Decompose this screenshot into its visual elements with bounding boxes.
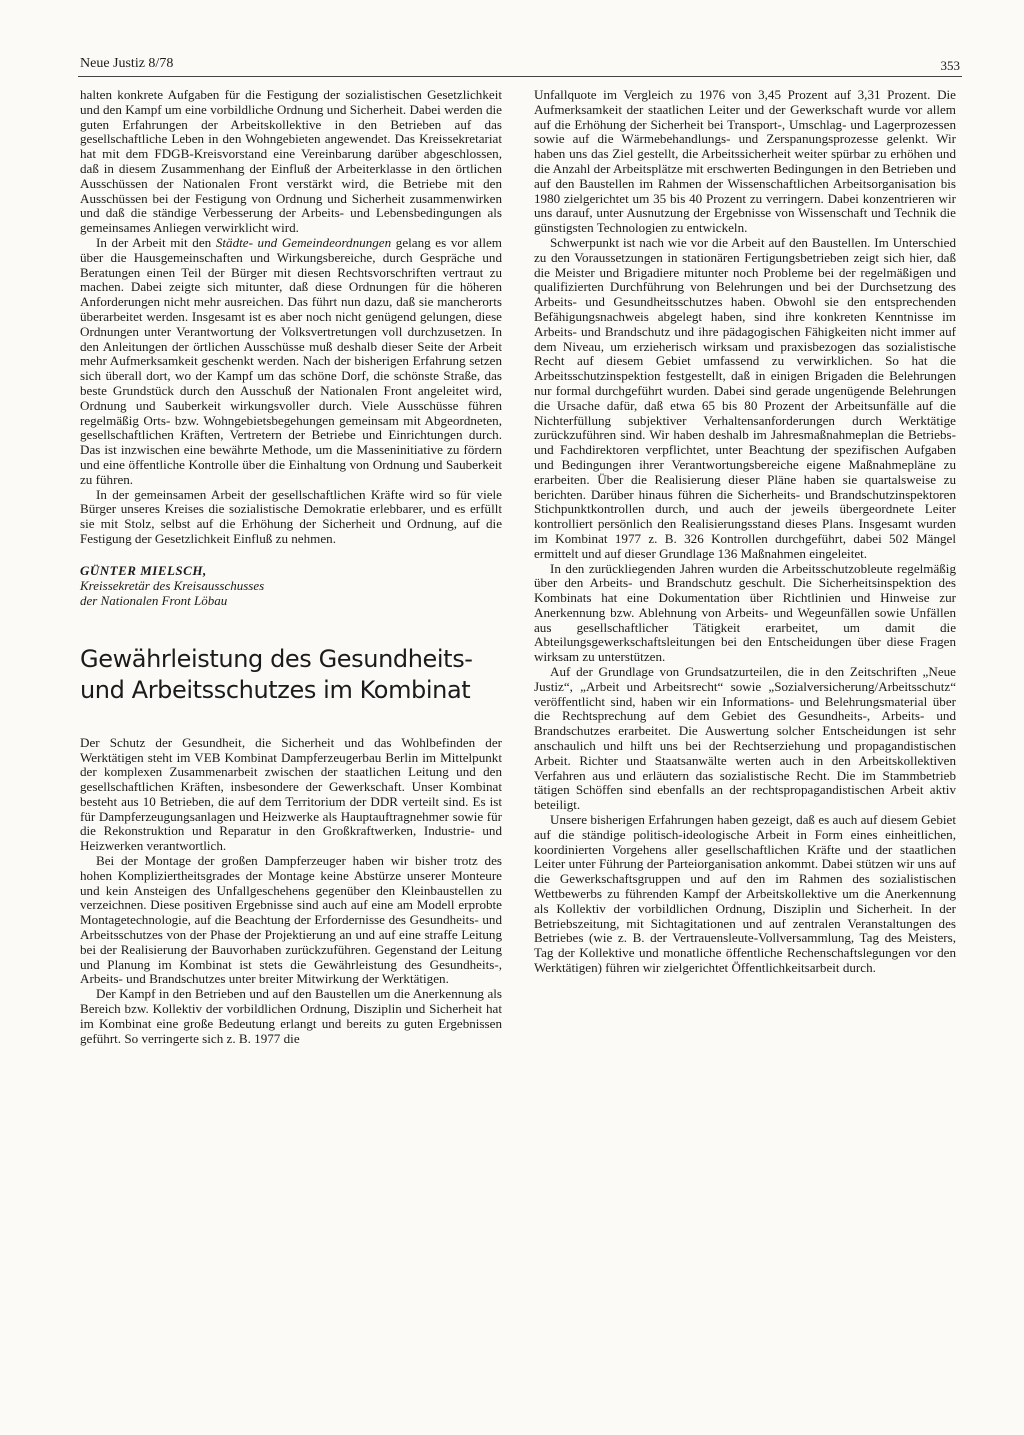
author-role-line: der Nationalen Front Löbau bbox=[80, 592, 228, 608]
page-number: 353 bbox=[940, 58, 960, 73]
left-column bbox=[80, 88, 502, 1046]
paragraph: Unfallquote im Vergleich zu 1976 von 3,45 Prozent auf 3,31 Prozent. Die Aufmerksamkeit der staatlichen Leiter und der Gewerkschaft wurde vor allem auf die Erhöhung der Sicherheit bei Transport-, Umschlag- und Lagerprozessen sowie auf die Wärmebehandlungs- und Zerspanungsprozesse gelenkt. Wir haben uns das Ziel gestellt, die Arbeitssicherheit weiter spürbar zu erhöhen und die Anzahl der Arbeitsplätze mit erschwerten Bedingungen in den Betrieben und auf den Baustellen im Rahmen der Wissenschaftlichen Arbeitsorganisation bis 1980 zielgerichtet um 35 bis 40 Prozent zu verringern. Dabei konzentrieren wir uns darauf, unter Ausnutzung der Ergebnisse von Wissenschaft und Technik die günstigsten Technologien zu entwickeln. bbox=[534, 87, 956, 236]
paragraph: Bei der Montage der großen Dampferzeuger haben wir bisher trotz des hohen Kompliziertheitsgrades der Montage keine Abstürze unserer Monteure und kein Ansteigen des Unfallgeschehens gegenüber den Kleinbaustellen zu verzeichnen. Diese positiven Ergebnisse sind auch auf eine am Modell erprobte Montagetechnologie, auf die Beachtung der Erfordernisse des Gesundheits- und Arbeitsschutzes von der Phase der Projektierung an und auf eine straffe Leitung bei der Realisierung der Bauvorhaben zurückzuführen. Gegenstand der Leitung und Planung im Kombinat ist stets die Gewährleistung des Gesundheits-, Arbeits- und Brandschutzes unter breiter Mitwirkung der Werktätigen. bbox=[80, 853, 502, 987]
paragraph: Der Schutz der Gesundheit, die Sicherheit und das Wohlbefinden der Werktätigen steht im VEB Kombinat Dampferzeugerbau Berlin im Mittelpunkt der komplexen Zusammenarbeit zwischen der staatlichen Leitung und den gesellschaftlichen Kräften, insbesondere der Gewerkschaft. Unser Kombinat besteht aus 10 Betrieben, die auf dem Territorium der DDR verteilt sind. Es ist für Dampferzeugungsanlagen und Heizwerke als Hauptauftragnehmer sowie für die Rekonstruktion und Reparatur in den Großkraftwerken, Industrie- und Heizwerken verantwortlich. bbox=[80, 734, 502, 854]
paragraph: In den zurückliegenden Jahren wurden die Arbeitsschutzobleute regelmäßig über den Arbeits- und Brandschutz geschult. Die Sicherheitsinspektion des Kombinats hat eine Dokumentation über Richtlinien und Hinweise zur Anerkennung bzw. Ablehnung von Arbeits- und Wegeunfällen sowie Unfällen aus gesellschaftlicher Tätigkeit erarbeitet, um damit die Abteilungsgewerkschaftsleitungen bei den Entscheidungen über diese Fragen wirksam zu unterstützen. bbox=[534, 560, 956, 665]
author-signature bbox=[80, 563, 502, 608]
paragraph: Der Kampf in den Betrieben und auf den Baustellen um die Anerkennung als Bereich bzw. Kollektiv der vorbildlichen Ordnung, Disziplin und Sicherheit hat im Kombinat eine große Bedeutung erlangt und bereits zu guten Ergebnissen geführt. So verringerte sich z. B. 1977 die bbox=[80, 986, 502, 1046]
paragraph: Unsere bisherigen Erfahrungen haben gezeigt, daß es auch auf diesem Gebiet auf die ständige politisch-ideologische Arbeit in Form eines einheitlichen, koordinierten Vorgehens aller gesellschaftlichen Kräfte und der staatlichen Leiter unter Führung der Parteiorganisation ankommt. Dabei stützen wir uns auf die Gewerkschaftsgruppen und auf den im Rahmen des sozialistischen Wettbewerbs zu führenden Kampf der Arbeitskollektive um die Anerkennung als Kollektiv der vorbildlichen Ordnung, Disziplin und Sicherheit. In der Betriebszeitung, mit Sichtagitationen und auf zentralen Veranstaltungen des Betriebes (wie z. B. der Vertrauensleute-Vollversammlung, Tag des Meisters, Tag der Kollektive und monatliche öffentliche Rechenschaftslegungen vor den Werktätigen) führen wir zielgerichtet Öffentlichkeitsarbeit durch. bbox=[534, 812, 956, 976]
article-title-line: und Arbeitsschutzes im Kombinat bbox=[80, 675, 471, 704]
paragraph-text: In der Arbeit mit den bbox=[96, 234, 216, 250]
paragraph-text: gelang es vor allem über die Hausgemeinschaften und Wirkungsbereiche, durch Gespräche und Beratungen einen Teil der Bürger mit diesen Rechtsvorschriften vertraut zu machen. Dabei zeigte sich mitunter, daß diese Ordnungen für die höheren Anforderungen nicht mehr ausreichen. Das führt nun dazu, daß sie mancherorts überarbeitet werden. Insgesamt ist es aber noch nicht genügend gelungen, diese Ordnungen unter Verantwortung der Volksvertretungen voll durchzusetzen. In den Anleitungen der örtlichen Ausschüsse muß deshalb dieser Seite der Arbeit mehr Aufmerksamkeit geschenkt werden. Nach der bisherigen Erfahrung setzen sich überall dort, wo der Kampf um das schöne Dorf, die schönste Straße, das beste Grundstück durch den Ausschuß der Nationalen Front angeleitet wird, Ordnung und Sauberkeit wirkungsvoller durch. Viele Ausschüsse führen regelmäßig Orts- bzw. Wohngebietsbegehungen gemeinsam mit Abgeordneten, gesellschaftlichen Kräften, Vertretern der Betriebe und Einrichtungen durch. Das ist inzwischen eine bewährte Methode, um die Masseninitiative zu fördern und eine öffentliche Kontrolle über die Einhaltung von Ordnung und Sauberkeit zu führen. bbox=[80, 234, 502, 487]
paragraph: In der gemeinsamen Arbeit der gesellschaftlichen Kräfte wird so für viele Bürger unseres Kreises die sozialistische Demokratie erlebbarer, und es erfüllt sie mit Stolz, selbst auf die Erhöhung der Sicherheit und Ordnung, auf die Festigung der Gesetzlichkeit Einfluß zu nehmen. bbox=[80, 486, 502, 546]
author-name: GÜNTER MIELSCH, bbox=[80, 562, 207, 578]
right-column bbox=[534, 88, 956, 976]
emphasis-text: Städte- und Gemeindeordnungen bbox=[215, 234, 392, 250]
paragraph: halten konkrete Aufgaben für die Festigung der sozialistischen Gesetzlichkeit und den Kampf um eine vorbildliche Ordnung und Sicherheit. Dabei werden die guten Erfahrungen der Arbeitskollektive in den Betrieben auf das gesellschaftliche Leben in den Wohngebieten angewendet. Das Kreissekretariat hat mit dem FDGB-Kreisvorstand eine Vereinbarung darüber abgeschlossen, daß in diesem Zusammenhang der Einfluß der Arbeiterklasse in den örtlichen Ausschüssen der Nationalen Front verstärkt wird, die Betriebe mit den Ausschüssen bei der Festigung von Ordnung und Sicherheit zusammenwirken und daß die ständige Verbesserung der Arbeits- und Lebensbedingungen als gemeinsames Anliegen verwirklicht wird. bbox=[80, 87, 502, 236]
article-title bbox=[80, 644, 502, 706]
paragraph: Schwerpunkt ist nach wie vor die Arbeit auf den Baustellen. Im Unterschied zu den Voraussetzungen in stationären Fertigungsbetrieben zeigt sich hier, daß die Meister und Brigadiere mitunter noch Probleme bei der regelmäßigen und qualifizierten Durchführung von Belehrungen und bei der Durchsetzung des Arbeits- und Gesundheitsschutzes haben. Obwohl sie den entsprechenden Befähigungsnachweis abgelegt haben, sind ihre konkreten Kenntnisse im Arbeits- und Brandschutz und ihre pädagogischen Fähigkeiten nicht immer auf dem Niveau, um erzieherisch wirksam und praxisbezogen das sozialistische Recht auf diesem Gebiet umfassend zu verwirklichen. So hat die Arbeitsschutzinspektion festgestellt, daß in einigen Brigaden die Belehrungen nur formal durchgeführt wurden. Dabei sind gerade ungenügende Belehrungen die Ursache dafür, daß etwa 65 bis 80 Prozent der Arbeitsunfälle auf die Nichterfüllung subjektiver Verhaltensanforderungen durch Werktätige zurückzuführen sind. Wir haben deshalb im Jahresmaßnahmeplan die Betriebs- und Fachdirektoren verpflichtet, unter Beachtung der spezifischen Aufgaben und Bedingungen ihrer Verantwortungsbereiche eigene Maßnahmepläne zu erarbeiten. Über die Realisierung dieser Pläne haben sie quartalsweise zu berichten. Darüber hinaus führen die Sicherheits- und Brandschutzinspektoren Stichpunktkontrollen durch, und auch der jeweils übergeordnete Leiter kontrolliert persönlich den Realisierungsstand dieses Plans. Insgesamt wurden im Kombinat 1977 z. B. 326 Kontrollen durchgeführt, dabei 502 Mängel ermittelt und auf dieser Grundlage 136 Maßnahmen eingeleitet. bbox=[534, 234, 956, 561]
article-title-line: Gewährleistung des Gesundheits- bbox=[80, 644, 473, 673]
journal-issue: Neue Justiz 8/78 bbox=[80, 56, 174, 71]
running-header bbox=[78, 52, 962, 77]
author-role-line: Kreissekretär des Kreisausschusses bbox=[80, 577, 265, 593]
paragraph bbox=[80, 236, 502, 488]
paragraph: Auf der Grundlage von Grundsatzurteilen, die in den Zeitschriften „Neue Justiz“, „Arbeit und Arbeitsrecht“ sowie „Sozialversicherung/Arbeitsschutz“ veröffentlicht sind, haben wir ein Informations- und Belehrungsmaterial über die Rechtsprechung auf dem Gebiet des Gesundheits-, Arbeits- und Brandschutzes erarbeitet. Die Auswertung solcher Entscheidungen ist sehr anschaulich und hilft uns bei der Rechtserziehung und propagandistischen Arbeit. Richter und Staatsanwälte werten auch in den Arbeitskollektiven Verfahren aus und erläutern das sozialistische Recht. Die im Stammbetrieb tätigen Schöffen sind ebenfalls an der rechtspropagandistischen Arbeit aktiv beteiligt. bbox=[534, 664, 956, 813]
